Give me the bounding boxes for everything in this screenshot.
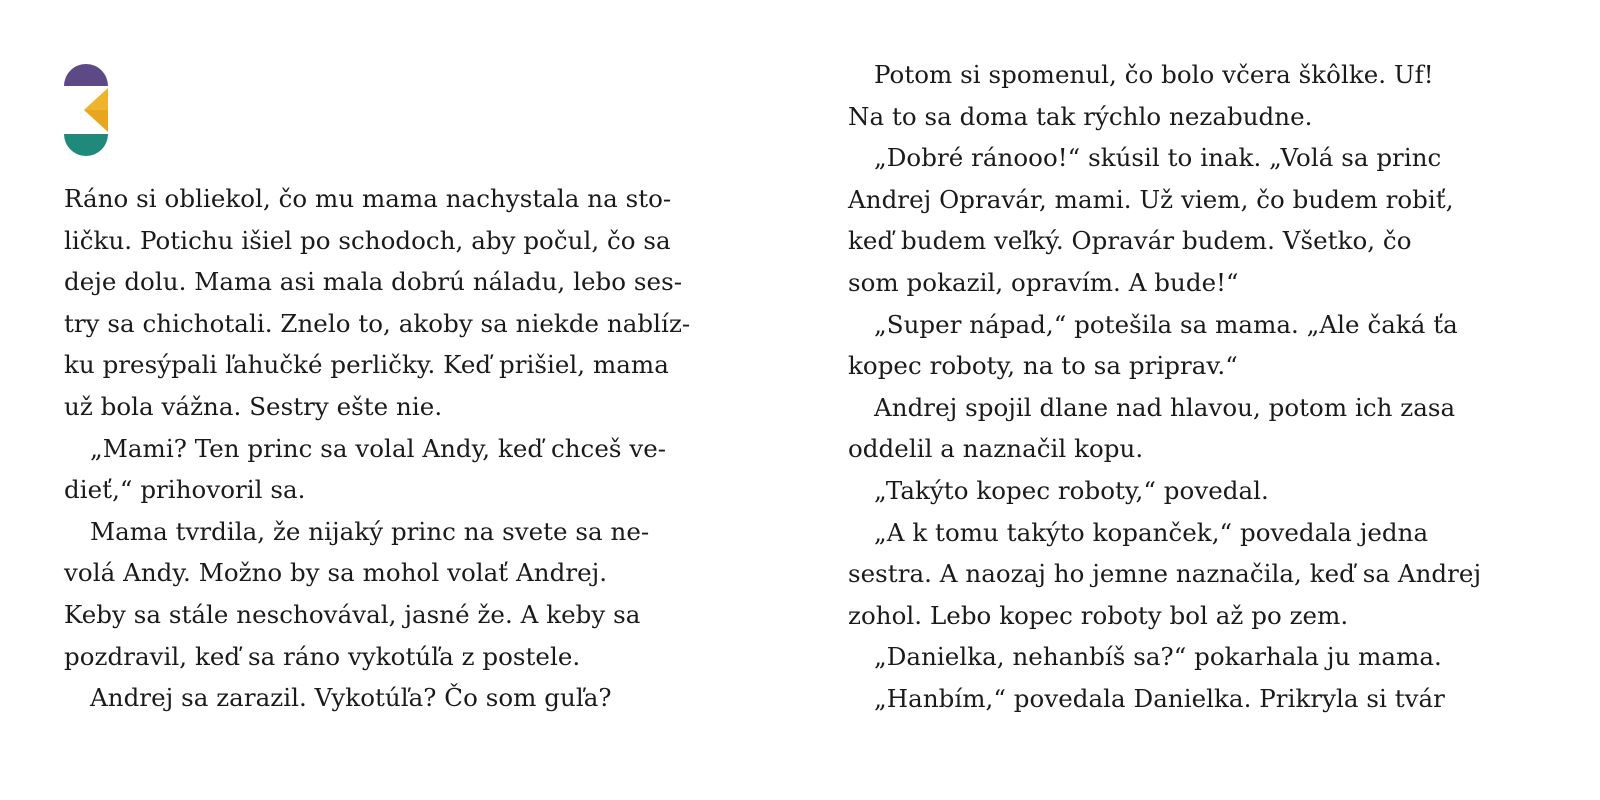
text-line: „Dobré ránooo!“ skúsil to inak. „Volá sa princ — [874, 143, 1442, 173]
chapter-number-three-icon — [64, 64, 108, 156]
text-line: Mama tvrdila, že nijaký princ na svete sa ne- — [90, 516, 650, 546]
text-line: „Mami? Ten princ sa volal Andy, keď chceš ve- — [90, 433, 667, 463]
text-line: „Hanbím,“ povedala Danielka. Prikryla si tvár — [874, 683, 1445, 713]
text-line: keď budem veľký. Opravár budem. Všetko, čo — [848, 226, 1412, 256]
text-line: „Danielka, nehanbíš sa?“ pokarhala ju mama. — [874, 642, 1442, 672]
right-page — [800, 0, 1600, 800]
text-line: Na to sa doma tak rýchlo nezabudne. — [848, 101, 1313, 131]
text-line: sestra. A naozaj ho jemne naznačila, keď sa Andrej — [848, 559, 1482, 589]
text-line: som pokazil, opravím. A bude!“ — [848, 267, 1239, 297]
chapter-mark-bottom-segment — [64, 134, 108, 156]
text-line: deje dolu. Mama asi mala dobrú náladu, lebo ses- — [64, 267, 683, 297]
text-line: pozdravil, keď sa ráno vykotúľa z postele. — [64, 641, 581, 671]
text-line: Andrej Opravár, mami. Už viem, čo budem robiť, — [848, 184, 1454, 214]
text-line: „Takýto kopec roboty,“ povedal. — [874, 475, 1269, 505]
right-page-text — [848, 54, 1481, 720]
text-line: už bola vážna. Sestry ešte nie. — [64, 391, 443, 421]
text-line: ku presýpali ľahučké perličky. Keď prišiel, mama — [64, 350, 669, 380]
text-line: try sa chichotali. Znelo to, akoby sa niekde nablíz- — [64, 308, 691, 338]
text-line: ličku. Potichu išiel po schodoch, aby počul, čo sa — [64, 225, 671, 255]
text-line: Keby sa stále neschovával, jasné že. A keby sa — [64, 599, 641, 629]
text-line: „Super nápad,“ potešila sa mama. „Ale čaká ťa — [874, 309, 1458, 339]
text-line: „A k tomu takýto kopanček,“ povedala jedna — [874, 517, 1429, 547]
text-line: kopec roboty, na to sa priprav.“ — [848, 351, 1238, 381]
text-line: Andrej spojil dlane nad hlavou, potom ich zasa — [874, 392, 1456, 422]
chapter-mark-top-segment — [64, 64, 108, 86]
text-line: dieť,“ prihovoril sa. — [64, 475, 306, 505]
text-line: zohol. Lebo kopec roboty bol až po zem. — [848, 600, 1349, 630]
text-line: Potom si spomenul, čo bolo včera škôlke. Uf! — [874, 60, 1434, 89]
left-page-text — [64, 178, 690, 719]
text-line: Andrej sa zarazil. Vykotúľa? Čo som guľa? — [90, 683, 612, 713]
text-line: volá Andy. Možno by sa mohol volať Andrej. — [64, 558, 608, 588]
text-line: oddelil a naznačil kopu. — [848, 434, 1144, 464]
text-line: Ráno si obliekol, čo mu mama nachystala na sto- — [64, 184, 672, 213]
